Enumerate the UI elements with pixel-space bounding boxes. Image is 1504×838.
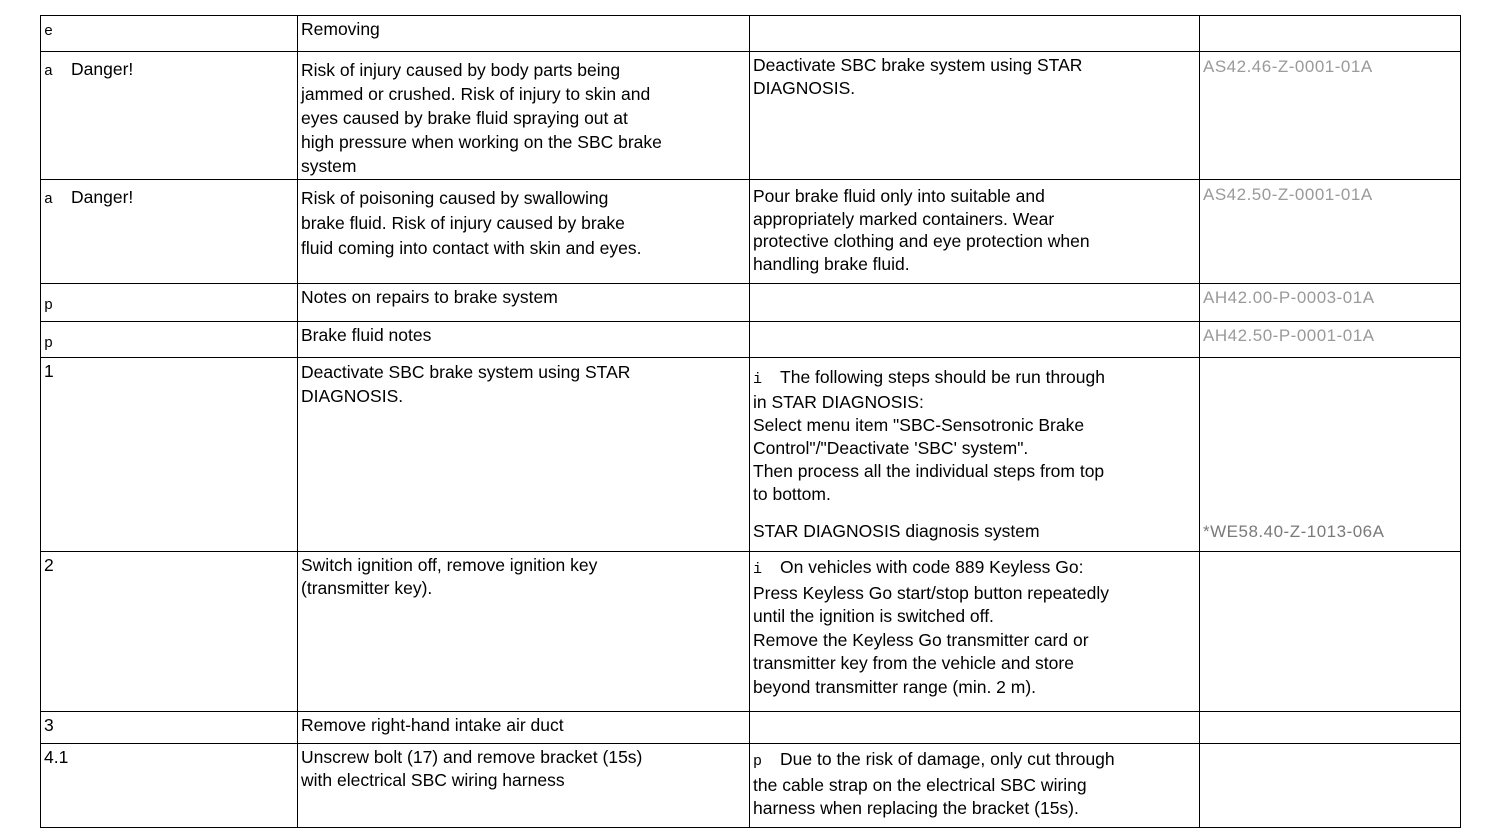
danger-label: Danger!	[71, 59, 134, 79]
description-cell: Removing	[298, 16, 750, 52]
description-cell: Brake fluid notes	[298, 322, 750, 358]
note-cell	[750, 712, 1200, 744]
reference-cell	[1200, 552, 1461, 712]
description-cell: Unscrew bolt (17) and remove bracket (15s) with electrical SBC wiring harness	[298, 744, 750, 828]
step-number: 3	[41, 712, 298, 744]
table-row	[41, 180, 1461, 284]
info-icon: i	[753, 561, 763, 578]
table-row	[41, 16, 1461, 52]
note-cell: p Due to the risk of damage, only cut through the cable strap on the electrical SBC wiring harness when replacing the bracket (15s).	[750, 744, 1200, 828]
table-row	[41, 322, 1461, 358]
reference-cell[interactable]	[1200, 52, 1461, 180]
description-cell: Deactivate SBC brake system using STAR DIAGNOSIS.	[298, 358, 750, 552]
table-row	[41, 52, 1461, 180]
note-symbol-icon: p	[753, 753, 763, 770]
note-symbol-icon: p	[44, 297, 54, 314]
note-cell: Deactivate SBC brake system using STAR DIAGNOSIS.	[750, 52, 1200, 180]
description-cell: Remove right-hand intake air duct	[298, 712, 750, 744]
symbol-cell	[41, 180, 298, 284]
description-cell: Switch ignition off, remove ignition key (transmitter key).	[298, 552, 750, 712]
step-number: 4.1	[41, 744, 298, 828]
table-row	[41, 284, 1461, 322]
note-cell: i The following steps should be run through in STAR DIAGNOSIS: Select menu item "SBC-Sensotronic Brake Control"/"Deactivate 'SBC' system". Then process all the individual steps from top to bottom. STAR DIAGNOSIS diagnosis system	[750, 358, 1200, 552]
danger-icon: a	[44, 191, 54, 208]
symbol-cell	[41, 284, 298, 322]
reference-cell	[1200, 744, 1461, 828]
step-number: 2	[41, 552, 298, 712]
step-number: 1	[41, 358, 298, 552]
reference-cell[interactable]	[1200, 180, 1461, 284]
note-cell	[750, 322, 1200, 358]
note-symbol-icon: p	[44, 335, 54, 352]
note-cell: i On vehicles with code 889 Keyless Go: Press Keyless Go start/stop button repeatedly until the ignition is switched off. Remove the Keyless Go transmitter card or transmitter key from the vehicle and store beyond transmitter range (min. 2 m).	[750, 552, 1200, 712]
reference-link[interactable]: *WE58.40-Z-1013-06A	[1203, 522, 1385, 541]
description-cell: Notes on repairs to brake system	[298, 284, 750, 322]
table-row	[41, 744, 1461, 828]
reference-cell	[1200, 712, 1461, 744]
note-cell: Pour brake fluid only into suitable and appropriately marked containers. Wear protective clothing and eye protection when handling brake fluid.	[750, 180, 1200, 284]
info-icon: i	[753, 371, 763, 388]
table-row	[41, 358, 1461, 552]
reference-link[interactable]: AH42.50-P-0001-01A	[1203, 326, 1375, 345]
reference-link[interactable]: AH42.00-P-0003-01A	[1203, 288, 1375, 307]
reference-cell[interactable]	[1200, 322, 1461, 358]
test-equipment-label: STAR DIAGNOSIS diagnosis system	[753, 521, 1040, 541]
repair-instructions-table	[40, 15, 1461, 828]
removal-symbol-icon: e	[44, 23, 54, 40]
note-cell	[750, 16, 1200, 52]
note-cell	[750, 284, 1200, 322]
description-cell: Risk of injury caused by body parts being jammed or crushed. Risk of injury to skin and eyes caused by brake fluid spraying out at high pressure when working on the SBC brake system	[298, 52, 750, 180]
reference-cell	[1200, 16, 1461, 52]
description-cell: Risk of poisoning caused by swallowing brake fluid. Risk of injury caused by brake fluid coming into contact with skin and eyes.	[298, 180, 750, 284]
reference-cell[interactable]	[1200, 284, 1461, 322]
reference-cell[interactable]	[1200, 358, 1461, 552]
symbol-cell	[41, 52, 298, 180]
symbol-cell	[41, 322, 298, 358]
reference-link[interactable]: AS42.46-Z-0001-01A	[1203, 57, 1373, 76]
symbol-cell	[41, 16, 298, 52]
danger-icon: a	[44, 63, 54, 80]
reference-link[interactable]: AS42.50-Z-0001-01A	[1203, 185, 1373, 204]
table-row	[41, 712, 1461, 744]
danger-label: Danger!	[71, 187, 134, 207]
table-row	[41, 552, 1461, 712]
